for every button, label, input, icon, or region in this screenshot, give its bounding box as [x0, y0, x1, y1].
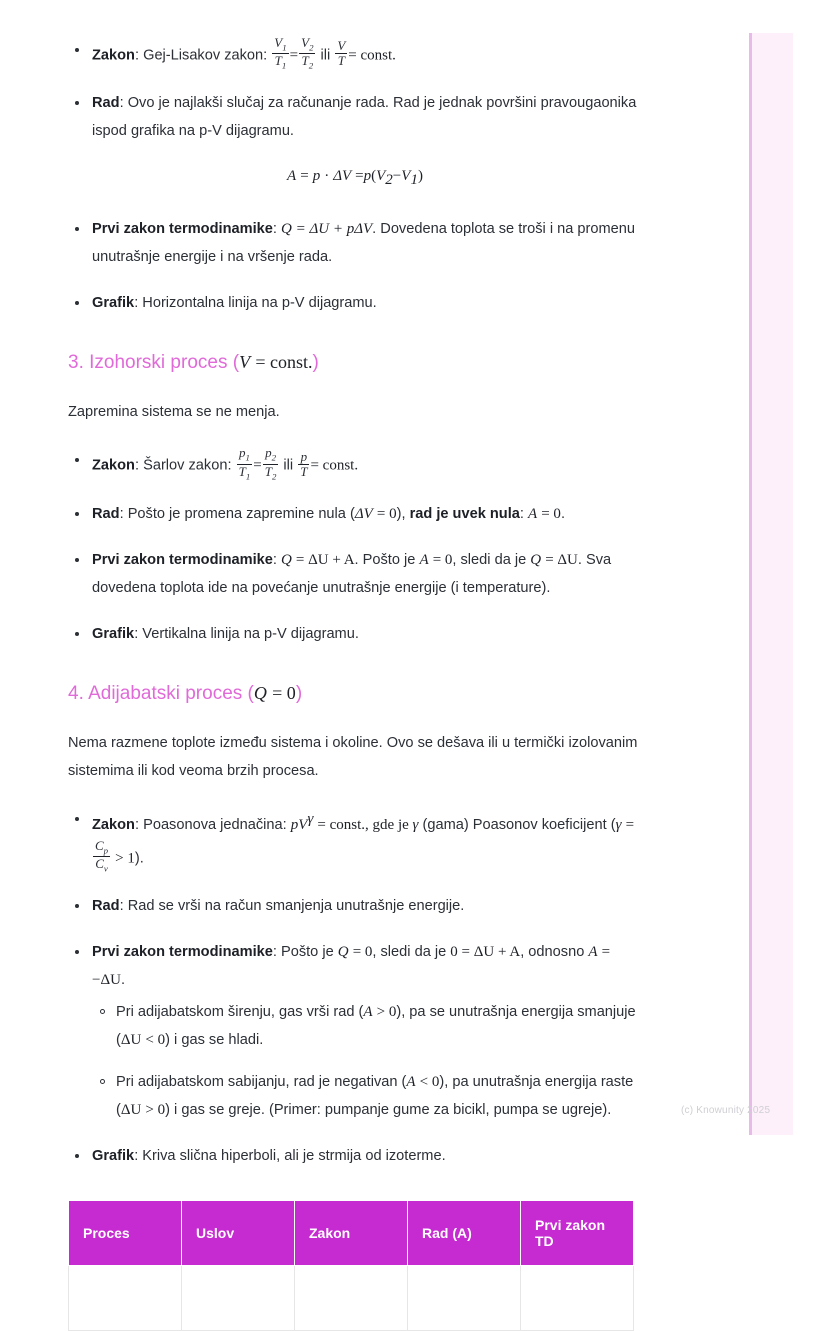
conjunction-ili: ili	[320, 47, 331, 64]
list-item	[92, 500, 642, 528]
inline-math: A	[406, 1073, 416, 1090]
decorative-side-strip	[749, 33, 793, 1135]
list-item	[92, 805, 642, 874]
inline-math: A	[419, 551, 429, 568]
bullet-sep: :	[134, 295, 143, 312]
inline-math: Q	[530, 551, 542, 568]
list-item	[92, 446, 642, 481]
inline-math: pV	[290, 816, 308, 833]
section-lead-adiabatic: Nema razmene toplote između sistema i okoline. Ovo se dešava ili u termički izolovanim sistemima ili kod veoma brzih procesa.	[68, 734, 638, 779]
adiabatic-bullet-list	[68, 805, 642, 1170]
bullet-sep: :	[272, 221, 281, 238]
subitem-text: ) i gas se greje. (Primer: pumpanje gume za bicikl, pumpa se ugreje).	[165, 1101, 612, 1118]
bullet-label: Grafik	[92, 1147, 135, 1164]
inline-math: > 0	[145, 1101, 166, 1118]
inline-math: = ΔU	[545, 551, 578, 568]
heading-math-variable: V	[239, 352, 251, 373]
section-lead-isohoric: Zapremina sistema se ne menja.	[68, 404, 280, 421]
isobaric-bullet-list-after	[68, 215, 642, 317]
inline-math: Q	[280, 551, 292, 568]
table-header-cell: Proces	[69, 1200, 182, 1265]
bullet-text: : Poasonova jednačina:	[134, 816, 291, 833]
bullet-text: :	[519, 505, 528, 522]
list-item	[92, 215, 642, 271]
bullet-sep: :	[134, 1147, 143, 1164]
table-header-cell: Zakon	[295, 1200, 408, 1265]
inline-math: = 0	[376, 505, 397, 522]
bullet-sep: :	[119, 505, 128, 522]
fraction-p-t: $\frac{p}{T}$	[300, 448, 308, 479]
list-item	[92, 36, 642, 71]
table-row	[69, 1265, 634, 1330]
bullet-text: ),	[396, 505, 410, 522]
inline-math: = 0	[541, 505, 561, 522]
bullet-text: = const., gde je	[317, 816, 413, 833]
summary-table-body	[69, 1265, 634, 1330]
bullet-emphasis: rad je uvek nula	[409, 505, 520, 522]
copyright-watermark: (c) Knowunity 2025	[681, 1105, 771, 1116]
bullet-label: Rad	[92, 95, 120, 112]
list-item	[116, 1068, 642, 1124]
heading-math-rest: = 0	[272, 682, 296, 703]
table-header-row	[69, 1200, 634, 1265]
inline-math: ΔU	[120, 1101, 142, 1118]
heading-text: 3. Izohorski proces (	[68, 352, 240, 374]
bullet-text: . Sva dovedena toplota ide na povećanje unutrašnje energije (i temperature).	[92, 551, 612, 596]
equals-sign: =	[253, 458, 262, 475]
bullet-text: : Pošto je	[272, 943, 338, 960]
equals-sign: =	[289, 47, 299, 64]
table-cell	[521, 1265, 634, 1330]
bullet-text: (gama) Poasonov koeficijent (	[422, 816, 616, 833]
bullet-text: .	[120, 971, 126, 988]
summary-table-head	[69, 1200, 634, 1265]
bullet-text: , sledi da je	[452, 551, 531, 568]
inline-math: = ΔU + A	[295, 551, 355, 568]
adiabatic-sub-list	[92, 998, 642, 1124]
bullet-text: Šarlov zakon:	[143, 458, 236, 475]
inline-math: = 0	[352, 943, 373, 960]
list-item	[92, 938, 642, 1124]
subitem-text: Pri adijabatskom sabijanju, rad je negativan (	[116, 1073, 407, 1090]
section-heading-adiabatic	[68, 680, 642, 707]
bullet-text: Horizontalna linija na p-V dijagramu.	[142, 295, 377, 312]
inline-math: A	[527, 505, 538, 522]
heading-math-variable: Q	[253, 682, 267, 703]
bullet-label: Zakon	[92, 458, 135, 475]
bullet-text: . Dovedena toplota se troši i na promenu unutrašnje energije i na vršenje rada.	[92, 221, 636, 266]
const-expression: = const.	[348, 47, 396, 64]
heading-math-rest: = const.	[255, 352, 313, 373]
bullet-text: .	[560, 505, 565, 522]
isobaric-bullet-list	[68, 36, 642, 145]
inline-math: < 0	[419, 1073, 440, 1090]
inline-math: Q	[337, 943, 349, 960]
fraction-cp-cv: $\frac{C_p}{C_v}$	[95, 837, 109, 874]
list-item	[92, 546, 642, 602]
bullet-label: Zakon	[92, 816, 135, 833]
inline-math: = 0	[432, 551, 453, 568]
document-content	[68, 36, 642, 1331]
bullet-text: Kriva slična hiperboli, ali je strmija od izoterme.	[142, 1147, 446, 1164]
table-cell	[295, 1265, 408, 1330]
inline-math: ΔV	[354, 505, 373, 522]
bullet-text: Vertikalna linija na p-V dijagramu.	[142, 625, 359, 642]
isohoric-bullet-list	[68, 446, 642, 647]
table-cell	[182, 1265, 295, 1330]
fraction-v2-t2: $\frac{V_2}{T_2}$	[301, 35, 314, 71]
inline-math: = −ΔU	[92, 943, 611, 988]
bullet-text: Rad se vrši na račun smanjenja unutrašnje energije.	[127, 897, 465, 914]
table-header-cell: Rad (A)	[408, 1200, 521, 1265]
bullet-label: Grafik	[92, 625, 135, 642]
inline-math: > 1	[115, 850, 135, 867]
inline-math: A	[588, 943, 598, 960]
bullet-sep: :	[134, 47, 144, 64]
work-display-formula: $A = p \cdot \Delta V =p(V_2-V_1)$	[287, 168, 423, 189]
bullet-text: , sledi da je	[372, 943, 451, 960]
bullet-sep: :	[119, 95, 128, 112]
subitem-text: Pri adijabatskom širenju, gas vrši rad (	[116, 1003, 364, 1020]
bullet-text: ).	[134, 850, 144, 867]
bullet-text: Gej-Lisakov zakon:	[143, 47, 272, 64]
table-cell	[69, 1265, 182, 1330]
list-item	[92, 289, 642, 317]
bullet-label: Zakon	[92, 47, 135, 64]
bullet-sep: :	[134, 458, 144, 475]
inline-math: > 0	[376, 1003, 397, 1020]
bullet-sep: :	[134, 625, 143, 642]
table-header-cell: Prvi zakon TD	[521, 1200, 634, 1265]
bullet-label: Grafik	[92, 295, 135, 312]
bullet-sep: :	[119, 897, 128, 914]
list-item	[116, 998, 642, 1054]
bullet-label: Prvi zakon termodinamike	[92, 221, 273, 238]
inline-math: A	[363, 1003, 373, 1020]
bullet-text: Pošto je promena zapremine nula (	[127, 505, 355, 522]
bullet-text: Ovo je najlakši slučaj za računanje rada. Rad je jednak površini pravougaonika ispod grafika na p-V dijagramu.	[92, 95, 637, 140]
fraction-p2-t2: $\frac{p_2}{T_2}$	[264, 445, 277, 482]
list-item	[92, 1142, 642, 1170]
list-item	[92, 892, 642, 920]
bullet-label: Rad	[92, 897, 120, 914]
inline-math: 0 = ΔU + A	[450, 943, 521, 960]
inline-math: ΔU	[120, 1031, 142, 1048]
list-item	[92, 620, 642, 648]
inline-math: γ	[412, 816, 419, 833]
bullet-label: Prvi zakon termodinamike	[92, 943, 273, 960]
subitem-text: ), pa se unutrašnja energija smanjuje (	[116, 1003, 636, 1048]
fraction-v-t: $\frac{V}{T}$	[337, 38, 346, 69]
heading-close-paren: )	[295, 682, 303, 704]
equals-sign: =	[625, 816, 635, 833]
list-item	[92, 89, 642, 145]
summary-table	[68, 1200, 634, 1331]
heading-text: 4. Adijabatski proces (	[68, 682, 254, 704]
const-expression: = const.	[310, 458, 359, 475]
bullet-text: , odnosno	[520, 943, 589, 960]
bullet-label: Prvi zakon termodinamike	[92, 551, 273, 568]
bullet-text: . Pošto je	[354, 551, 420, 568]
inline-math: Q = ΔU + pΔV	[280, 221, 373, 238]
subitem-text: ) i gas se hladi.	[165, 1031, 264, 1048]
fraction-p1-t1: $\frac{p_1}{T_1}$	[238, 445, 251, 482]
subitem-text: ), pa unutrašnja energija raste (	[116, 1073, 634, 1118]
inline-math: < 0	[145, 1031, 166, 1048]
fraction-v1-t1: $\frac{V_1}{T_1}$	[274, 35, 287, 71]
table-cell	[408, 1265, 521, 1330]
bullet-label: Rad	[92, 505, 120, 522]
inline-math-exponent: γ	[307, 810, 314, 827]
table-header-cell: Uslov	[182, 1200, 295, 1265]
bullet-text: :	[272, 551, 281, 568]
conjunction-ili: ili	[283, 458, 294, 475]
section-heading-isohoric	[68, 349, 642, 376]
heading-close-paren: )	[312, 352, 319, 374]
inline-math: γ	[615, 816, 622, 833]
